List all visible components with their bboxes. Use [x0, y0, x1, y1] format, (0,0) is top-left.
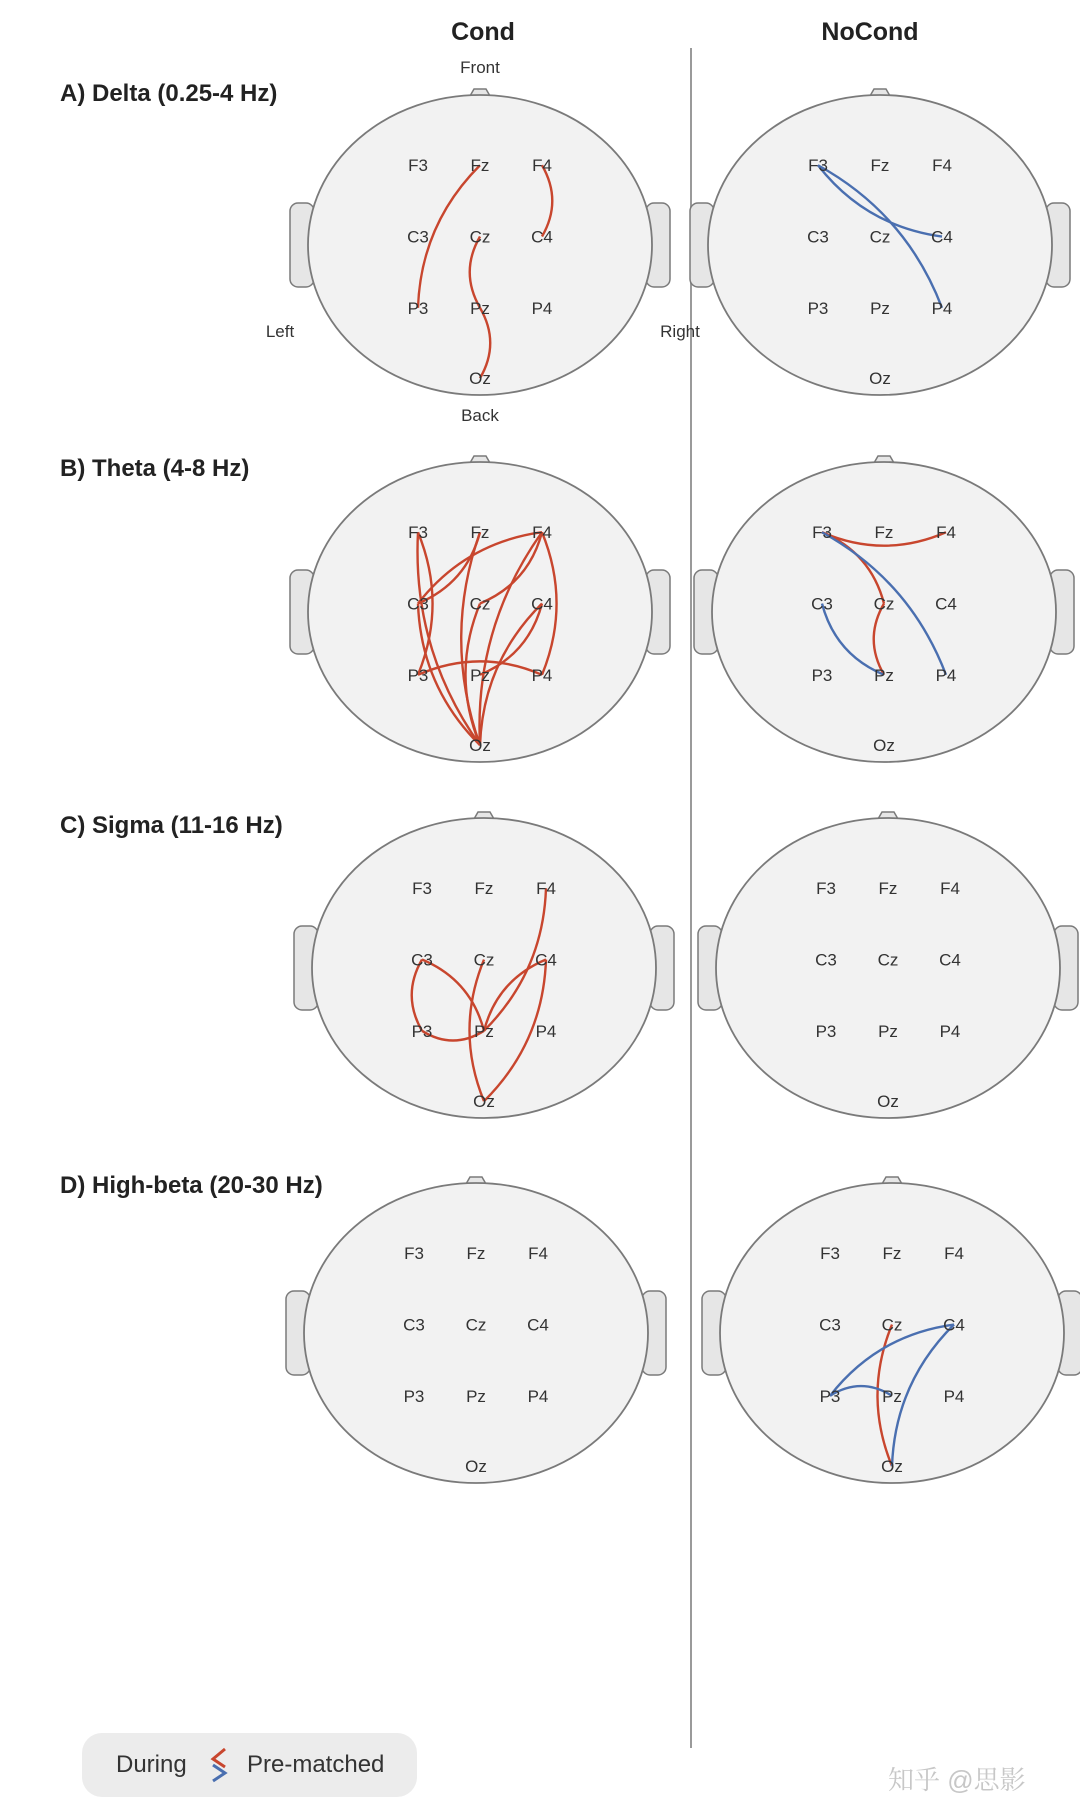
electrode-label-p4: P4: [527, 1386, 549, 1406]
electrode-label-p3: P3: [815, 1021, 837, 1041]
head-map-nocond-3: [702, 1177, 1080, 1483]
electrode-label-fz: Fz: [470, 523, 490, 543]
electrode-label-p3: P3: [411, 1021, 433, 1041]
column-title-nocond: NoCond: [821, 18, 919, 46]
electrode-label-c3: C3: [819, 1315, 841, 1335]
electrode-label-f3: F3: [820, 1244, 840, 1264]
electrode-label-p4: P4: [935, 665, 957, 685]
electrode-label-p4: P4: [531, 298, 553, 318]
electrode-label-fz: Fz: [874, 523, 894, 543]
electrode-label-c3: C3: [407, 227, 429, 247]
electrode-label-pz: Pz: [882, 1386, 902, 1406]
electrode-label-p4: P4: [531, 665, 553, 685]
head-map-cond-2: [294, 812, 674, 1118]
electrode-label-cz: Cz: [881, 1315, 903, 1335]
electrode-label-fz: Fz: [882, 1244, 902, 1264]
electrode-label-c3: C3: [411, 950, 433, 970]
electrode-label-pz: Pz: [470, 665, 490, 685]
orientation-front: Front: [460, 58, 500, 77]
electrode-label-p4: P4: [939, 1021, 961, 1041]
electrode-label-c4: C4: [531, 594, 553, 614]
panel-label-delta: A) Delta (0.25-4 Hz): [60, 80, 278, 107]
electrode-label-p4: P4: [943, 1386, 965, 1406]
electrode-label-cz: Cz: [469, 594, 491, 614]
watermark: 知乎 @思影: [888, 1765, 1026, 1795]
electrode-label-cz: Cz: [469, 227, 491, 247]
electrode-label-cz: Cz: [877, 950, 899, 970]
electrode-label-oz: Oz: [473, 1092, 495, 1112]
electrode-label-f3: F3: [408, 523, 428, 543]
electrode-label-p3: P3: [811, 665, 833, 685]
electrode-label-pz: Pz: [874, 665, 894, 685]
electrode-label-f4: F4: [944, 1244, 964, 1264]
electrode-label-c4: C4: [931, 227, 953, 247]
electrode-label-fz: Fz: [870, 156, 890, 176]
electrode-label-c3: C3: [807, 227, 829, 247]
electrode-label-f4: F4: [532, 156, 552, 176]
electrode-label-p4: P4: [535, 1021, 557, 1041]
electrode-label-c4: C4: [935, 594, 957, 614]
legend-during-label: During: [116, 1751, 187, 1778]
head-map-nocond-2: [698, 812, 1078, 1118]
electrode-label-f4: F4: [940, 879, 960, 899]
electrode-label-p3: P3: [407, 298, 429, 318]
head-map-cond-0: [290, 89, 670, 395]
electrode-label-f3: F3: [412, 879, 432, 899]
electrode-label-oz: Oz: [873, 736, 895, 756]
panel-label-theta: B) Theta (4-8 Hz): [60, 455, 250, 482]
electrode-label-f3: F3: [808, 156, 828, 176]
electrode-label-pz: Pz: [474, 1021, 494, 1041]
electrode-label-cz: Cz: [465, 1315, 487, 1335]
electrode-label-f4: F4: [532, 523, 552, 543]
head-map-nocond-0: [690, 89, 1070, 395]
electrode-label-p4: P4: [931, 298, 953, 318]
electrode-label-c4: C4: [943, 1315, 965, 1335]
electrode-label-p3: P3: [807, 298, 829, 318]
legend-comparison-icon: [205, 1743, 235, 1787]
electrode-label-c3: C3: [407, 594, 429, 614]
electrode-label-fz: Fz: [474, 879, 494, 899]
electrode-label-f3: F3: [408, 156, 428, 176]
orientation-left: Left: [265, 322, 295, 341]
electrode-label-oz: Oz: [469, 736, 491, 756]
electrode-label-oz: Oz: [877, 1092, 899, 1112]
head-map-cond-1: [290, 456, 670, 762]
electrode-label-fz: Fz: [466, 1244, 486, 1264]
orientation-back: Back: [461, 406, 499, 425]
electrode-label-oz: Oz: [869, 369, 891, 389]
electrode-label-f4: F4: [936, 523, 956, 543]
electrode-label-c3: C3: [815, 950, 837, 970]
electrode-label-f4: F4: [536, 879, 556, 899]
electrode-label-oz: Oz: [469, 369, 491, 389]
electrode-label-oz: Oz: [465, 1457, 487, 1477]
head-map-nocond-1: [694, 456, 1074, 762]
electrode-label-f3: F3: [404, 1244, 424, 1264]
electrode-label-pz: Pz: [870, 298, 890, 318]
electrode-label-c3: C3: [811, 594, 833, 614]
electrode-label-c4: C4: [939, 950, 961, 970]
electrode-label-pz: Pz: [470, 298, 490, 318]
electrode-label-p3: P3: [819, 1386, 841, 1406]
electrode-label-f4: F4: [528, 1244, 548, 1264]
column-title-cond: Cond: [451, 18, 515, 46]
electrode-label-pz: Pz: [878, 1021, 898, 1041]
electrode-label-f3: F3: [812, 523, 832, 543]
electrode-label-c4: C4: [535, 950, 557, 970]
electrode-label-fz: Fz: [878, 879, 898, 899]
legend: [82, 1733, 417, 1797]
electrode-label-oz: Oz: [881, 1457, 903, 1477]
electrode-label-cz: Cz: [473, 950, 495, 970]
orientation-right: Right: [660, 322, 700, 341]
panel-label-sigma: C) Sigma (11-16 Hz): [60, 812, 283, 839]
electrode-label-f3: F3: [816, 879, 836, 899]
electrode-label-c3: C3: [403, 1315, 425, 1335]
electrode-label-c4: C4: [527, 1315, 549, 1335]
electrode-label-p3: P3: [403, 1386, 425, 1406]
electrode-label-cz: Cz: [869, 227, 891, 247]
legend-pre-matched-label: Pre-matched: [247, 1751, 385, 1778]
head-map-cond-3: [286, 1177, 666, 1483]
electrode-label-cz: Cz: [873, 594, 895, 614]
electrode-label-p3: P3: [407, 665, 429, 685]
electrode-label-fz: Fz: [470, 156, 490, 176]
electrode-label-f4: F4: [932, 156, 952, 176]
electrode-label-pz: Pz: [466, 1386, 486, 1406]
electrode-label-c4: C4: [531, 227, 553, 247]
panel-label-high-beta: D) High-beta (20-30 Hz): [60, 1172, 323, 1199]
